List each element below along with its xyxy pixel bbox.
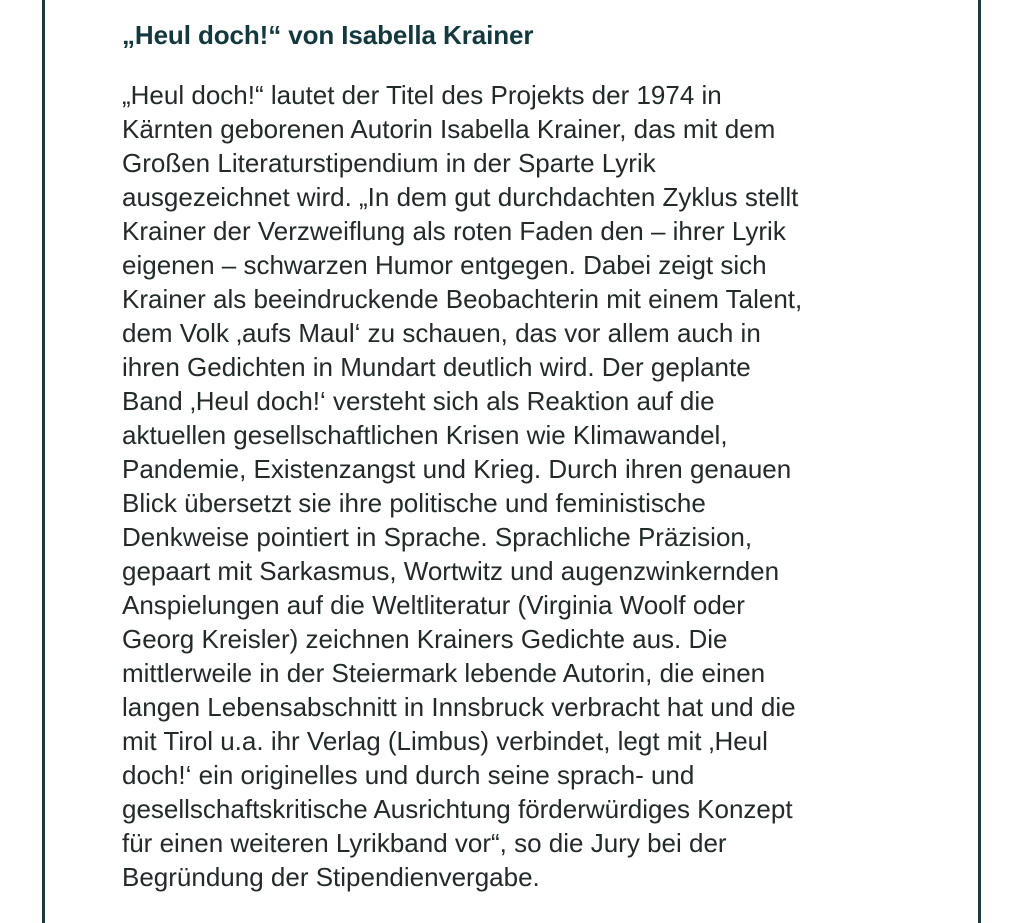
body-line: doch!‘ ein originelles und durch seine sprach- und <box>122 760 695 790</box>
body-line: Georg Kreisler) zeichnen Krainers Gedichte aus. Die <box>122 624 728 654</box>
body-line: mit Tirol u.a. ihr Verlag (Limbus) verbindet, legt mit ‚Heul <box>122 726 768 756</box>
left-frame-border <box>42 0 45 923</box>
body-line: Großen Literaturstipendium in der Sparte Lyrik <box>122 148 656 178</box>
body-line: Anspielungen auf die Weltliteratur (Virginia Woolf oder <box>122 590 745 620</box>
right-frame-border <box>978 0 981 923</box>
article <box>122 18 922 894</box>
body-line: Begründung der Stipendienvergabe. <box>122 862 540 892</box>
body-line: gepaart mit Sarkasmus, Wortwitz und augenzwinkernden <box>122 556 780 586</box>
body-line: Band ‚Heul doch!‘ versteht sich als Reaktion auf die <box>122 386 715 416</box>
body-line: „Heul doch!“ lautet der Titel des Projekts der 1974 in <box>122 80 722 110</box>
body-line: dem Volk ‚aufs Maul‘ zu schauen, das vor allem auch in <box>122 318 761 348</box>
body-line: langen Lebensabschnitt in Innsbruck verbracht hat und die <box>122 692 796 722</box>
body-line: gesellschaftskritische Ausrichtung förderwürdiges Konzept <box>122 794 793 824</box>
body-line: Krainer als beeindruckende Beobachterin mit einem Talent, <box>122 284 803 314</box>
article-body <box>122 78 922 894</box>
body-line: Pandemie, Existenzangst und Krieg. Durch ihren genauen <box>122 454 792 484</box>
body-line: eigenen – schwarzen Humor entgegen. Dabei zeigt sich <box>122 250 767 280</box>
body-line: Kärnten geborenen Autorin Isabella Krainer, das mit dem <box>122 114 776 144</box>
body-line: mittlerweile in der Steiermark lebende Autorin, die einen <box>122 658 766 688</box>
body-line: Blick übersetzt sie ihre politische und feministische <box>122 488 706 518</box>
article-heading: „Heul doch!“ von Isabella Krainer <box>122 20 534 50</box>
body-line: für einen weiteren Lyrikband vor“, so die Jury bei der <box>122 828 727 858</box>
body-line: ausgezeichnet wird. „In dem gut durchdachten Zyklus stellt <box>122 182 799 212</box>
body-line: ihren Gedichten in Mundart deutlich wird. Der geplante <box>122 352 751 382</box>
body-line: Krainer der Verzweiflung als roten Faden den – ihrer Lyrik <box>122 216 786 246</box>
body-line: Denkweise pointiert in Sprache. Sprachliche Präzision, <box>122 522 753 552</box>
body-line: aktuellen gesellschaftlichen Krisen wie Klimawandel, <box>122 420 728 450</box>
